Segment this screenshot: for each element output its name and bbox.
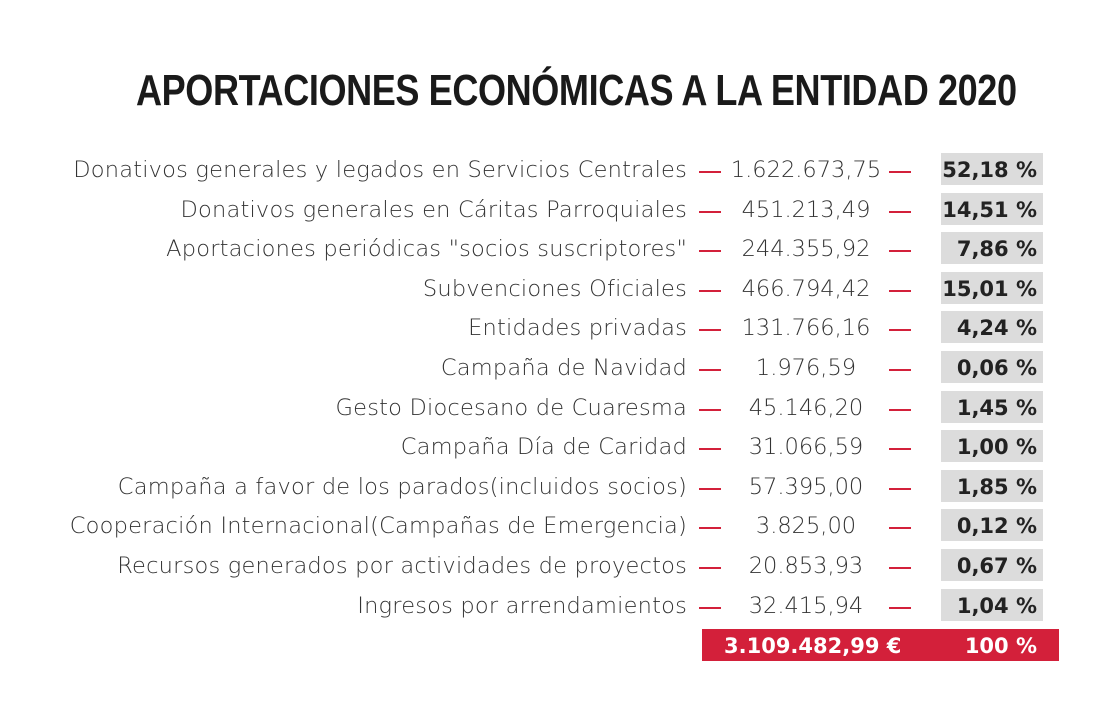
dash-divider bbox=[889, 527, 911, 529]
row-label: Aportaciones periódicas "socios suscriptores" bbox=[166, 236, 687, 263]
dash-divider bbox=[889, 369, 911, 371]
row-value: 32.415,94 bbox=[748, 592, 864, 619]
dash-divider bbox=[889, 607, 911, 609]
row-percent: 1,04 % bbox=[941, 589, 1043, 621]
total-percent: 100 % bbox=[964, 634, 1037, 658]
table-row bbox=[0, 270, 1116, 310]
row-label: Entidades privadas bbox=[468, 315, 687, 342]
row-value: 20.853,93 bbox=[748, 552, 864, 579]
dash-divider bbox=[889, 171, 911, 173]
dash-divider bbox=[699, 329, 721, 331]
row-percent: 1,00 % bbox=[941, 430, 1043, 462]
table-row bbox=[0, 468, 1116, 508]
total-bar bbox=[702, 629, 1059, 661]
row-percent: 7,86 % bbox=[941, 232, 1043, 264]
row-percent: 0,12 % bbox=[941, 509, 1043, 541]
dash-divider bbox=[699, 488, 721, 490]
total-value: 3.109.482,99 € bbox=[724, 634, 902, 658]
table-row bbox=[0, 587, 1116, 627]
row-value: 131.766,16 bbox=[741, 315, 871, 342]
row-value: 466.794,42 bbox=[741, 275, 871, 302]
row-label: Campaña Día de Caridad bbox=[400, 434, 687, 461]
dash-divider bbox=[699, 171, 721, 173]
table-row bbox=[0, 230, 1116, 270]
row-percent: 14,51 % bbox=[941, 193, 1043, 225]
row-value: 3.825,00 bbox=[755, 513, 857, 540]
table-row bbox=[0, 151, 1116, 191]
row-label: Campaña de Navidad bbox=[440, 354, 687, 381]
row-value: 45.146,20 bbox=[748, 394, 864, 421]
dash-divider bbox=[889, 488, 911, 490]
dash-divider bbox=[699, 567, 721, 569]
table-row bbox=[0, 191, 1116, 231]
row-value: 1.976,59 bbox=[755, 354, 857, 381]
dash-divider bbox=[889, 211, 911, 213]
dash-divider bbox=[889, 290, 911, 292]
page-title: APORTACIONES ECONÓMICAS A LA ENTIDAD 2020 bbox=[136, 66, 1017, 115]
row-percent: 0,67 % bbox=[941, 549, 1043, 581]
row-label: Campaña a favor de los parados(incluidos socios) bbox=[117, 473, 687, 500]
row-label: Donativos generales y legados en Servicios Centrales bbox=[73, 157, 687, 183]
row-value: 31.066,59 bbox=[748, 434, 864, 461]
dash-divider bbox=[699, 369, 721, 371]
table-row bbox=[0, 349, 1116, 389]
row-percent: 1,85 % bbox=[941, 470, 1043, 502]
dash-divider bbox=[699, 211, 721, 213]
dash-divider bbox=[889, 448, 911, 450]
row-label: Gesto Diocesano de Cuaresma bbox=[335, 394, 687, 421]
row-value: 1.622.673,75 bbox=[730, 157, 882, 183]
row-label: Cooperación Internacional(Campañas de Emergencia) bbox=[69, 513, 687, 540]
row-percent: 15,01 % bbox=[941, 272, 1043, 304]
row-value: 57.395,00 bbox=[748, 473, 864, 500]
row-label: Recursos generados por actividades de proyectos bbox=[117, 552, 687, 579]
dash-divider bbox=[889, 250, 911, 252]
table-row bbox=[0, 507, 1116, 547]
row-percent: 0,06 % bbox=[941, 351, 1043, 383]
row-percent: 52,18 % bbox=[941, 153, 1043, 185]
dash-divider bbox=[699, 527, 721, 529]
row-label: Donativos generales en Cáritas Parroquiales bbox=[180, 196, 687, 223]
row-value: 244.355,92 bbox=[741, 236, 871, 263]
table-row bbox=[0, 547, 1116, 587]
dash-divider bbox=[699, 409, 721, 411]
table-row bbox=[0, 309, 1116, 349]
dash-divider bbox=[699, 448, 721, 450]
row-percent: 4,24 % bbox=[941, 311, 1043, 343]
row-percent: 1,45 % bbox=[941, 391, 1043, 423]
contributions-table bbox=[0, 151, 1116, 626]
row-value: 451.213,49 bbox=[741, 196, 871, 223]
dash-divider bbox=[889, 409, 911, 411]
row-label: Subvenciones Oficiales bbox=[422, 275, 687, 302]
dash-divider bbox=[699, 290, 721, 292]
row-label: Ingresos por arrendamientos bbox=[357, 592, 687, 619]
dash-divider bbox=[699, 607, 721, 609]
dash-divider bbox=[889, 567, 911, 569]
dash-divider bbox=[889, 329, 911, 331]
table-row bbox=[0, 389, 1116, 429]
table-row bbox=[0, 428, 1116, 468]
dash-divider bbox=[699, 250, 721, 252]
